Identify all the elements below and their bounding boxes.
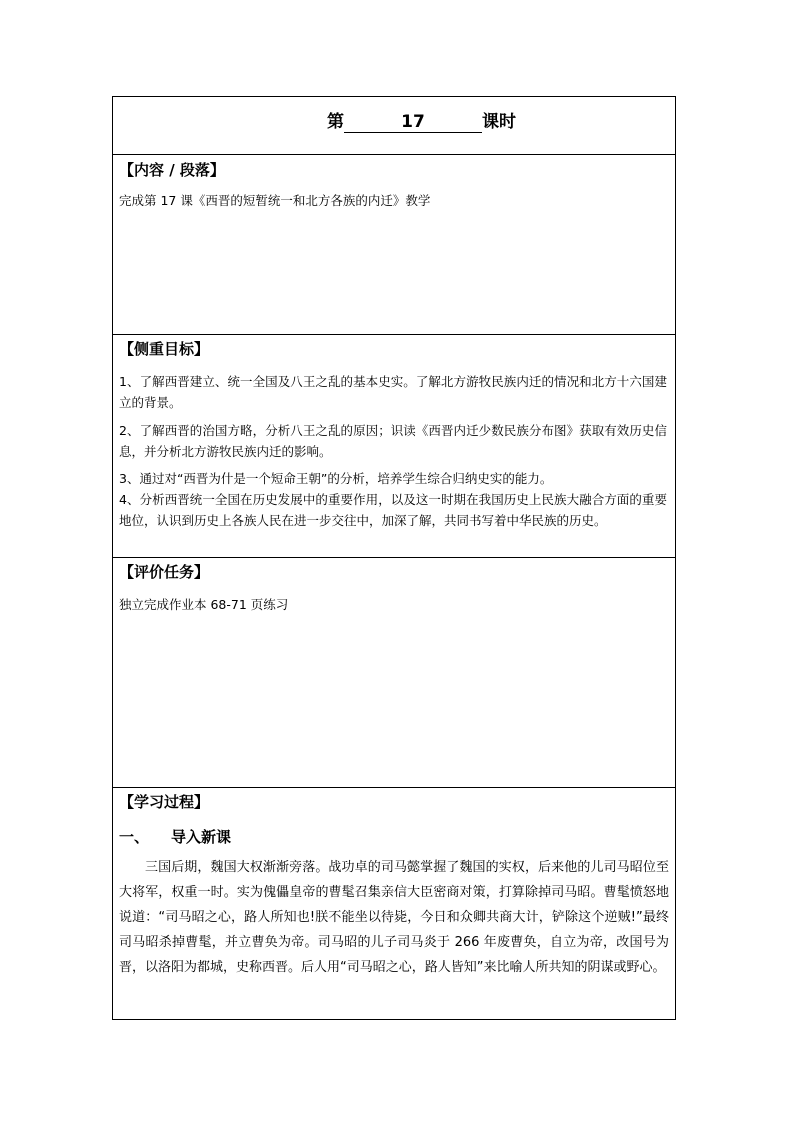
- lesson-number-row: [113, 97, 675, 155]
- goals-section: [113, 335, 675, 558]
- content-heading: 【内容 / 段落】: [119, 161, 225, 179]
- process-heading: 【学习过程】: [119, 793, 210, 811]
- goal-item: 2、了解西晋的治国方略，分析八王之乱的原因；识读《西晋内迁少数民族分布图》获取有效历史信息，并分析北方游牧民族内迁的影响。: [119, 423, 667, 459]
- process-section: [113, 788, 675, 1021]
- content-text: 完成第 17 课《西晋的短暂统一和北方各族的内迁》教学: [119, 193, 431, 208]
- content-section: [113, 155, 675, 335]
- lesson-plan-table: [112, 96, 676, 1020]
- lesson-number: 17: [344, 112, 482, 133]
- goal-item: 3、通过对“西晋为什是一个短命王朝”的分析，培养学生综合归纳史实的能力。: [119, 471, 553, 486]
- intro-section-title: [119, 826, 231, 847]
- goal-item: 4、分析西晋统一全国在历史发展中的重要作用，以及这一时期在我国历史上民族大融合方面的重要地位，认识到历史上各族人民在进一步交往中，加深了解，共同书写着中华民族的历史。: [119, 492, 667, 528]
- intro-section-name: 导入新课: [171, 828, 232, 846]
- lesson-prefix: 第: [327, 112, 344, 132]
- intro-paragraph: 三国后期，魏国大权渐渐旁落。战功卓的司马懿掌握了魏国的实权，后来他的儿司马昭位至大将军，权重一时。实为傀儡皇帝的曹髦召集亲信大臣密商对策，打算除掉司马昭。曹髦愤怒地说道：“司马昭之心，路人所知也!朕不能坐以待毙，今日和众卿共商大计，铲除这个逆贼!”最终司马昭杀掉曹髦，并立曹奂为帝。司马昭的儿子司马炎于 266 年废曹奂，自立为帝，改国号为晋，以洛阳为都城，史称西晋。后人用“司马昭之心，路人皆知”来比喻人所共知的阴谋或野心。: [119, 860, 669, 975]
- goals-heading: 【侧重目标】: [119, 340, 210, 358]
- assessment-text: 独立完成作业本 68-71 页练习: [119, 597, 289, 612]
- goal-item: 1、了解西晋建立、统一全国及八王之乱的基本史实。了解北方游牧民族内迁的情况和北方十六国建立的背景。: [119, 374, 667, 410]
- lesson-suffix: 课时: [482, 112, 516, 132]
- intro-section-index: 一、: [119, 828, 150, 846]
- assessment-heading: 【评价任务】: [119, 563, 210, 581]
- lesson-title: [327, 107, 516, 133]
- assessment-section: [113, 558, 675, 788]
